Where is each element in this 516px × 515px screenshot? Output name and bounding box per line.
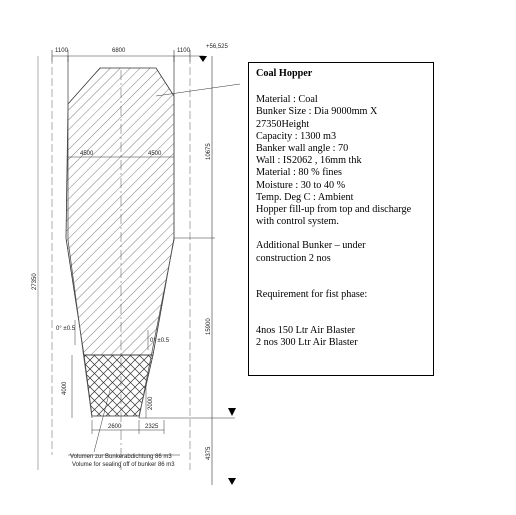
hopper-drawing — [0, 0, 245, 515]
level-marker-floor — [228, 478, 236, 485]
additional-line: construction 2 nos — [256, 252, 331, 264]
spec-box — [248, 62, 434, 376]
dim-top-left: 1100 — [55, 48, 68, 54]
dim-top-right: 1100 — [177, 48, 190, 54]
additional-line: Additional Bunker – under — [256, 240, 366, 252]
spec-line: Bunker Size : Dia 9000mm X — [256, 106, 378, 118]
dim-bottom-left-height: 4000 — [62, 381, 68, 395]
bunker-fill-sealing — [84, 355, 153, 416]
note-volume-en: Volume for sealing off of bunker 86 m3 — [72, 462, 175, 468]
spec-line: Hopper fill-up from top and discharge — [256, 204, 412, 216]
bunker-fill-upper — [66, 68, 174, 355]
dim-bottom-right-height: 2000 — [148, 396, 154, 410]
spec-line: 27350Height — [256, 118, 310, 130]
spec-line: Banker wall angle : 70 — [256, 143, 349, 155]
dim-bottom-level: 4375 — [206, 446, 212, 460]
dim-top-level: +56,525 — [206, 44, 228, 50]
requirement-line: 4nos 150 Ltr Air Blaster — [256, 325, 356, 337]
spec-line: Wall : IS2062 , 16mm thk — [256, 155, 362, 167]
level-marker-bottom — [228, 408, 236, 416]
spec-title: Coal Hopper — [256, 68, 313, 79]
dim-half-right: 4500 — [148, 151, 162, 157]
note-volume-de: Volumen zur Bunkerabdichtung 86 m3 — [70, 454, 172, 460]
dim-angle-right: 0° ±0.5 — [150, 338, 170, 344]
dim-bottom-width-right: 2325 — [145, 424, 159, 430]
requirement-title: Requirement for fist phase: — [256, 288, 368, 300]
requirement-line: 2 nos 300 Ltr Air Blaster — [256, 337, 358, 349]
spec-line: Capacity : 1300 m3 — [256, 130, 337, 142]
spec-line: Temp. Deg C : Ambient — [256, 191, 354, 203]
dim-half-left: 4500 — [80, 151, 94, 157]
spec-line: Material : Coal — [256, 94, 318, 106]
dim-top-mid: 6800 — [112, 48, 126, 54]
dim-overall-height: 27350 — [32, 273, 38, 290]
spec-line: Moisture : 30 to 40 % — [256, 179, 346, 191]
dim-lower-height: 15900 — [206, 318, 212, 335]
dim-bottom-width-left: 2600 — [108, 424, 122, 430]
level-marker-top — [199, 56, 207, 62]
spec-line: Material : 80 % fines — [256, 167, 343, 179]
dim-angle-left: 0° ±0.5 — [56, 326, 76, 332]
dim-upper-height: 10675 — [206, 143, 212, 160]
spec-line: with control system. — [256, 216, 339, 228]
